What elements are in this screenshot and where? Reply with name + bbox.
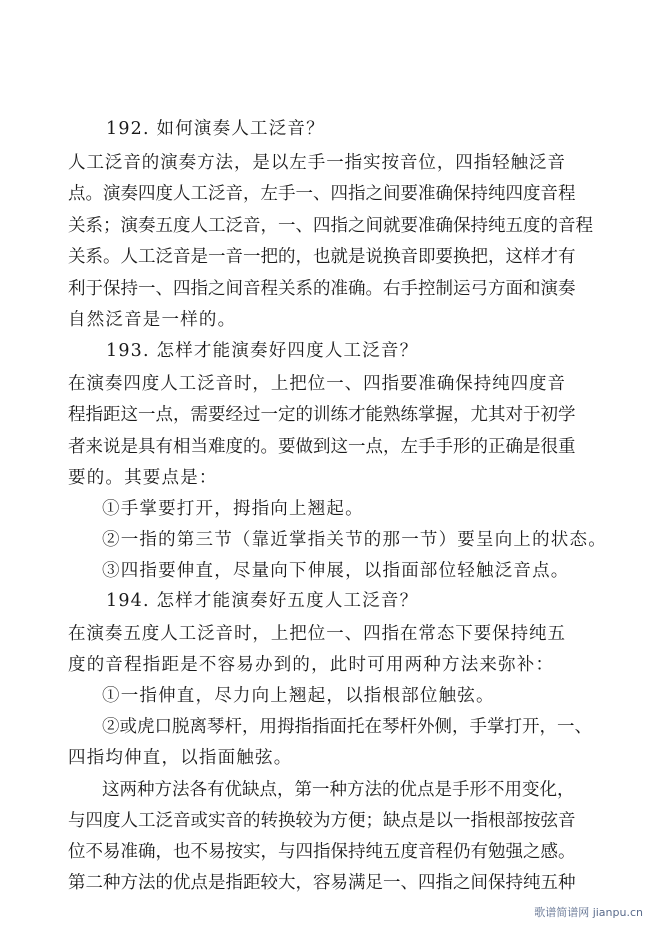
paragraph-line: 位不易准确，也不易按实，与四指保持纯五度音程仍有勉强之感。 xyxy=(68,842,576,862)
section-heading-192: 192. 如何演奏人工泛音？ xyxy=(106,119,325,139)
paragraph-line: 要的。其要点是： xyxy=(68,468,218,488)
paragraph-line: 关系；演奏五度人工泛音，一、四指之间就要准确保持纯五度的音程 xyxy=(68,216,593,236)
list-item: ①手掌要打开，拇指向上翘起。 xyxy=(102,499,364,519)
list-item: ①一指伸直，尽力向上翘起，以指根部位触弦。 xyxy=(102,686,495,706)
list-item: ③四指要伸直，尽量向下伸展，以指面部位轻触泛音点。 xyxy=(102,561,570,581)
paragraph-line: 度的音程指距是不容易办到的，此时可用两种方法来弥补： xyxy=(68,655,555,675)
paragraph-line: 第二种方法的优点是指距较大，容易满足一、四指之间保持纯五种 xyxy=(68,873,576,893)
section-heading-193: 193. 怎样才能演奏好四度人工泛音？ xyxy=(106,341,419,361)
paragraph-line: 者来说是具有相当难度的。要做到这一点，左手手形的正确是很重 xyxy=(68,437,576,457)
list-item: ②或虎口脱离琴杆，用拇指指面托在琴杆外侧，手掌打开，一、 xyxy=(102,717,592,737)
paragraph-line: 在演奏五度人工泛音时，上把位一、四指在常态下要保持纯五 xyxy=(68,624,565,644)
paragraph-line: 自然泛音是一样的。 xyxy=(68,310,237,330)
paragraph-line: 在演奏四度人工泛音时，上把位一、四指要准确保持纯四度音 xyxy=(68,374,565,394)
paragraph-line: 四指均伸直，以指面触弦。 xyxy=(68,748,293,768)
paragraph-line: 点。演奏四度人工泛音，左手一、四指之间要准确保持纯四度音程 xyxy=(68,184,576,204)
paragraph-line: 与四度人工泛音或实音的转换较为方便；缺点是以一指根部按弦音 xyxy=(68,811,576,831)
paragraph-line: 程指距这一点，需要经过一定的训练才能熟练掌握，尤其对于初学 xyxy=(68,405,576,425)
list-item: ②一指的第三节（靠近掌指关节的那一节）要呈向上的状态。 xyxy=(102,530,607,550)
section-heading-194: 194. 怎样才能演奏好五度人工泛音？ xyxy=(106,591,419,611)
watermark: 歌谱简谱网 jianpu.cn xyxy=(534,906,643,919)
paragraph-line: 这两种方法各有优缺点，第一种方法的优点是手形不用变化， xyxy=(102,780,575,800)
paragraph-line: 利于保持一、四指之间音程关系的准确。右手控制运弓方面和演奏 xyxy=(68,279,576,299)
paragraph-line: 关系。人工泛音是一音一把的，也就是说换音即要换把，这样才有 xyxy=(68,247,576,267)
paragraph-line: 人工泛音的演奏方法，是以左手一指实按音位，四指轻触泛音 xyxy=(68,153,565,173)
